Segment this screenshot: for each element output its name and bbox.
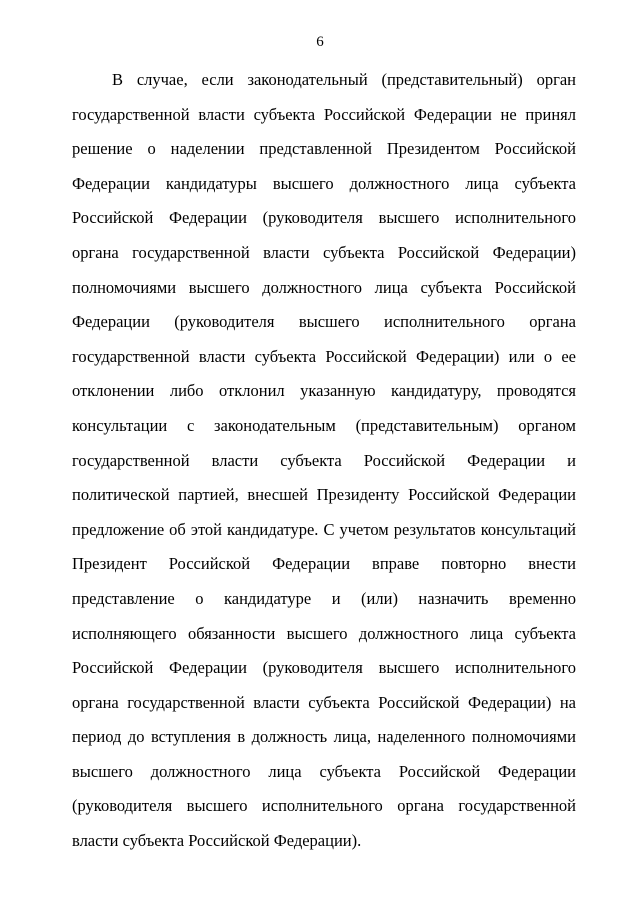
body-paragraph: В случае, если законодательный (представительный) орган государственной власти субъекта Российской Федерации не принял решение о наделении представленной Президентом Российской Федерации кандидатуры высшего должностного лица субъекта Российской Федерации (руководителя высшего исполнительного органа государственной власти субъекта Российской Федерации) полномочиями высшего должностного лица субъекта Российской Федерации (руководителя высшего исполнительного органа государственной власти субъекта Российской Федерации) или о ее отклонении либо отклонил указанную кандидатуру, проводятся консультации с законодательным (представительным) органом государственной власти субъекта Российской Федерации и политической партией, внесшей Президенту Российской Федерации предложение об этой кандидатуре. С учетом результатов консультаций Президент Российской Федерации вправе повторно внести представление о кандидатуре и (или) назначить временно исполняющего обязанности высшего должностного лица субъекта Российской Федерации (руководителя высшего исполнительного органа государственной власти субъекта Российской Федерации) на период до вступления в должность лица, наделенного полномочиями высшего должностного лица субъекта Российской Федерации (руководителя высшего исполнительного органа государственной власти субъекта Российской Федерации). — [72, 70, 576, 851]
page-number: 6 — [316, 34, 324, 50]
